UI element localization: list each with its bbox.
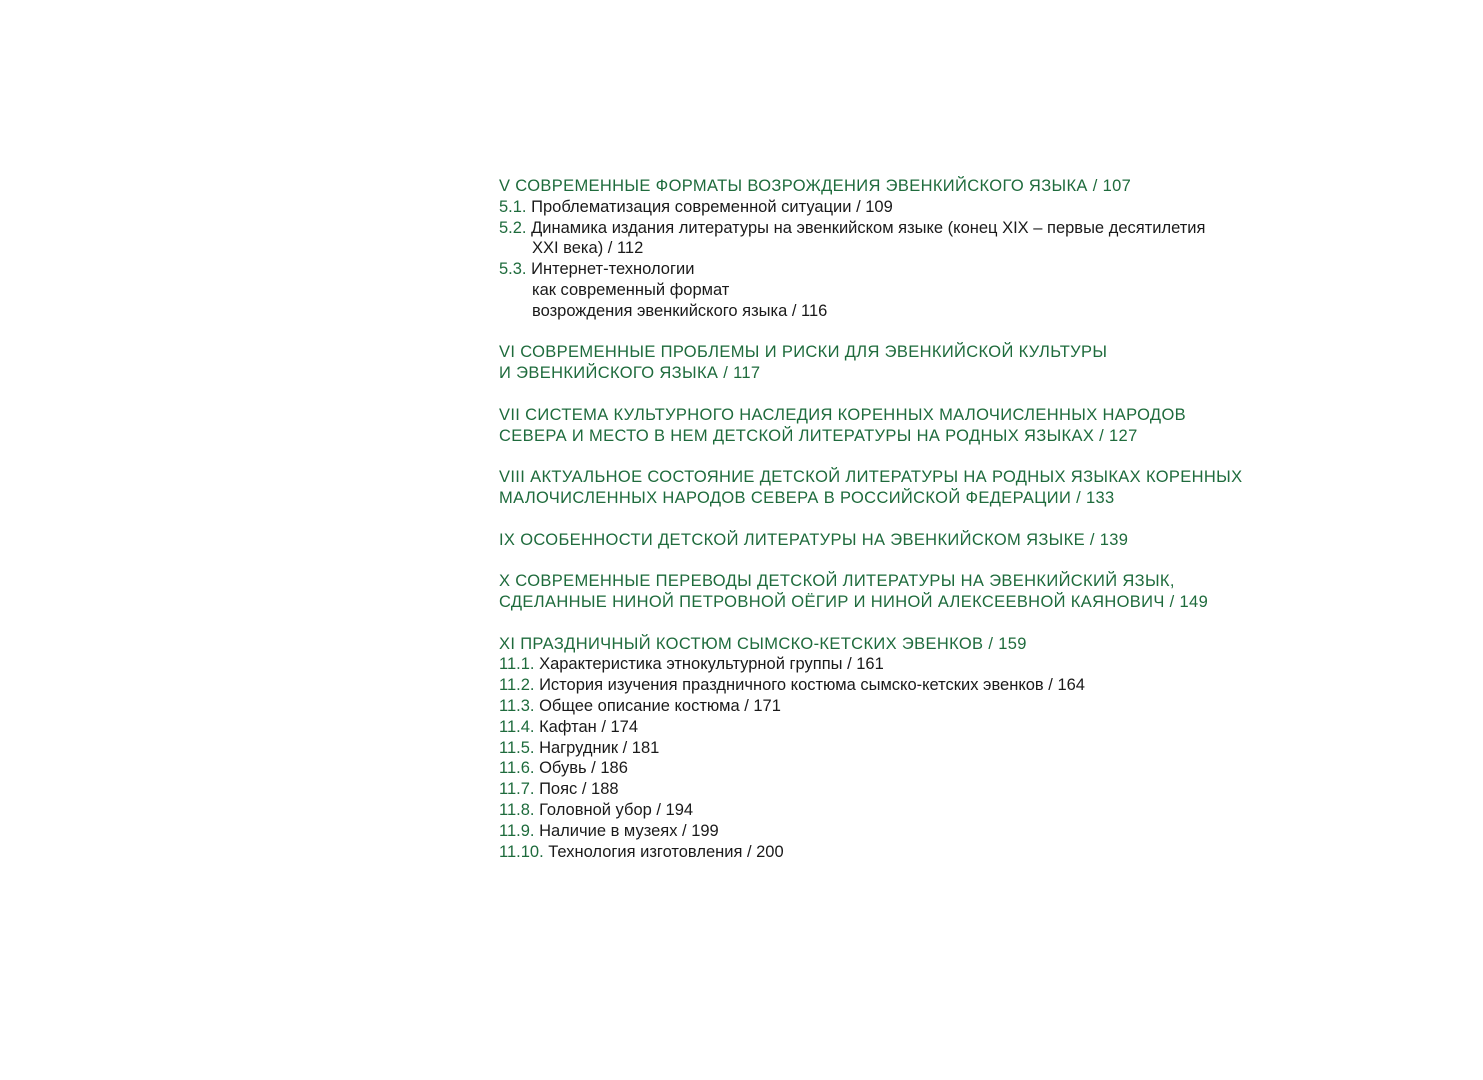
entry-number: 11.7.: [499, 780, 535, 799]
chapter-11-title[interactable]: XI ПРАЗДНИЧНЫЙ КОСТЮМ СЫМСКО-КЕТСКИХ ЭВЕНКОВ / 159: [499, 634, 1027, 653]
chapter-10-title-continued[interactable]: СДЕЛАННЫЕ НИНОЙ ПЕТРОВНОЙ ОЁГИР И НИНОЙ АЛЕКСЕЕВНОЙ КАЯНОВИЧ / 149: [499, 592, 1209, 611]
entry-title: Технология изготовления / 200: [543, 842, 784, 861]
entry-title: Пояс / 188: [534, 780, 619, 799]
spacer: [499, 613, 1459, 634]
chapter-7-title[interactable]: VII СИСТЕМА КУЛЬТУРНОГО НАСЛЕДИЯ КОРЕННЫХ МАЛОЧИСЛЕННЫХ НАРОДОВ: [499, 405, 1186, 424]
spacer: [499, 446, 1459, 467]
entry-number: 11.10.: [499, 842, 544, 861]
entry-number: 11.4.: [499, 717, 535, 736]
entry-title: Головной убор / 194: [534, 800, 694, 819]
toc-entry-11-9[interactable]: [499, 821, 1459, 842]
entry-title: Обувь / 186: [534, 759, 628, 778]
entry-number: 11.2.: [499, 676, 535, 695]
entry-number: 11.3.: [499, 696, 535, 715]
toc-entry-5-2-continued[interactable]: XXI века) / 112: [532, 239, 644, 258]
entry-number: 11.8.: [499, 800, 535, 819]
chapter-7-title-continued[interactable]: СЕВЕРА И МЕСТО В НЕМ ДЕТСКОЙ ЛИТЕРАТУРЫ НА РОДНЫХ ЯЗЫКАХ / 127: [499, 426, 1138, 445]
entry-title: Проблематизация современной ситуации / 109: [526, 197, 893, 216]
spacer: [499, 322, 1459, 343]
chapter-10-title[interactable]: X СОВРЕМЕННЫЕ ПЕРЕВОДЫ ДЕТСКОЙ ЛИТЕРАТУРЫ НА ЭВЕНКИЙСКИЙ ЯЗЫК,: [499, 572, 1175, 591]
chapter-6-title-continued[interactable]: И ЭВЕНКИЙСКОГО ЯЗЫКА / 117: [499, 364, 761, 383]
toc-entry-5-1[interactable]: [499, 197, 1459, 218]
toc-entry-11-8[interactable]: [499, 800, 1459, 821]
chapter-8-title-continued[interactable]: МАЛОЧИСЛЕННЫХ НАРОДОВ СЕВЕРА В РОССИЙСКОЙ ФЕДЕРАЦИИ / 133: [499, 488, 1115, 507]
toc-entry-11-4[interactable]: [499, 717, 1459, 738]
entry-title: Нагрудник / 181: [534, 738, 660, 757]
entry-number: 11.9.: [499, 821, 535, 840]
spacer: [499, 550, 1459, 571]
entry-title: Интернет-технологии: [526, 260, 695, 279]
chapter-5-title[interactable]: V СОВРЕМЕННЫЕ ФОРМАТЫ ВОЗРОЖДЕНИЯ ЭВЕНКИЙСКОГО ЯЗЫКА / 107: [499, 177, 1132, 195]
chapter-8-title[interactable]: VIII АКТУАЛЬНОЕ СОСТОЯНИЕ ДЕТСКОЙ ЛИТЕРАТУРЫ НА РОДНЫХ ЯЗЫКАХ КОРЕННЫХ: [499, 468, 1243, 487]
chapter-6-title[interactable]: VI СОВРЕМЕННЫЕ ПРОБЛЕМЫ И РИСКИ ДЛЯ ЭВЕНКИЙСКОЙ КУЛЬТУРЫ: [499, 343, 1108, 362]
toc-entry-11-5[interactable]: [499, 738, 1459, 759]
toc-entry-11-10[interactable]: [499, 842, 1459, 863]
toc-entry-11-3[interactable]: [499, 696, 1459, 717]
entry-number: 11.6.: [499, 759, 535, 778]
entry-number: 5.3.: [499, 260, 527, 279]
entry-title: История изучения праздничного костюма сымско-кетских эвенков / 164: [534, 676, 1085, 695]
entry-title: Общее описание костюма / 171: [534, 696, 781, 715]
entry-number: 5.1.: [499, 197, 527, 216]
entry-title: Наличие в музеях / 199: [534, 821, 719, 840]
toc-entry-5-2[interactable]: [499, 218, 1459, 239]
entry-number: 5.2.: [499, 218, 527, 237]
entry-number: 11.1.: [499, 655, 535, 674]
chapter-9-title[interactable]: IX ОСОБЕННОСТИ ДЕТСКОЙ ЛИТЕРАТУРЫ НА ЭВЕНКИЙСКОМ ЯЗЫКЕ / 139: [499, 530, 1129, 549]
toc-entry-11-2[interactable]: [499, 675, 1459, 696]
toc-entry-5-3[interactable]: [499, 259, 1459, 280]
entry-number: 11.5.: [499, 738, 535, 757]
toc-entry-11-1[interactable]: [499, 654, 1459, 675]
toc-entry-11-7[interactable]: [499, 779, 1459, 800]
toc-entry-5-3-continued[interactable]: возрождения эвенкийского языка / 116: [532, 301, 828, 320]
entry-title: Характеристика этнокультурной группы / 161: [534, 655, 884, 674]
entry-title: Кафтан / 174: [534, 717, 639, 736]
spacer: [499, 509, 1459, 530]
entry-title: Динамика издания литературы на эвенкийском языке (конец XIX – первые десятилетия: [526, 218, 1206, 237]
toc-entry-5-3-continued[interactable]: как современный формат: [532, 280, 730, 299]
table-of-contents: [499, 176, 1459, 862]
toc-entry-11-6[interactable]: [499, 758, 1459, 779]
spacer: [499, 384, 1459, 405]
